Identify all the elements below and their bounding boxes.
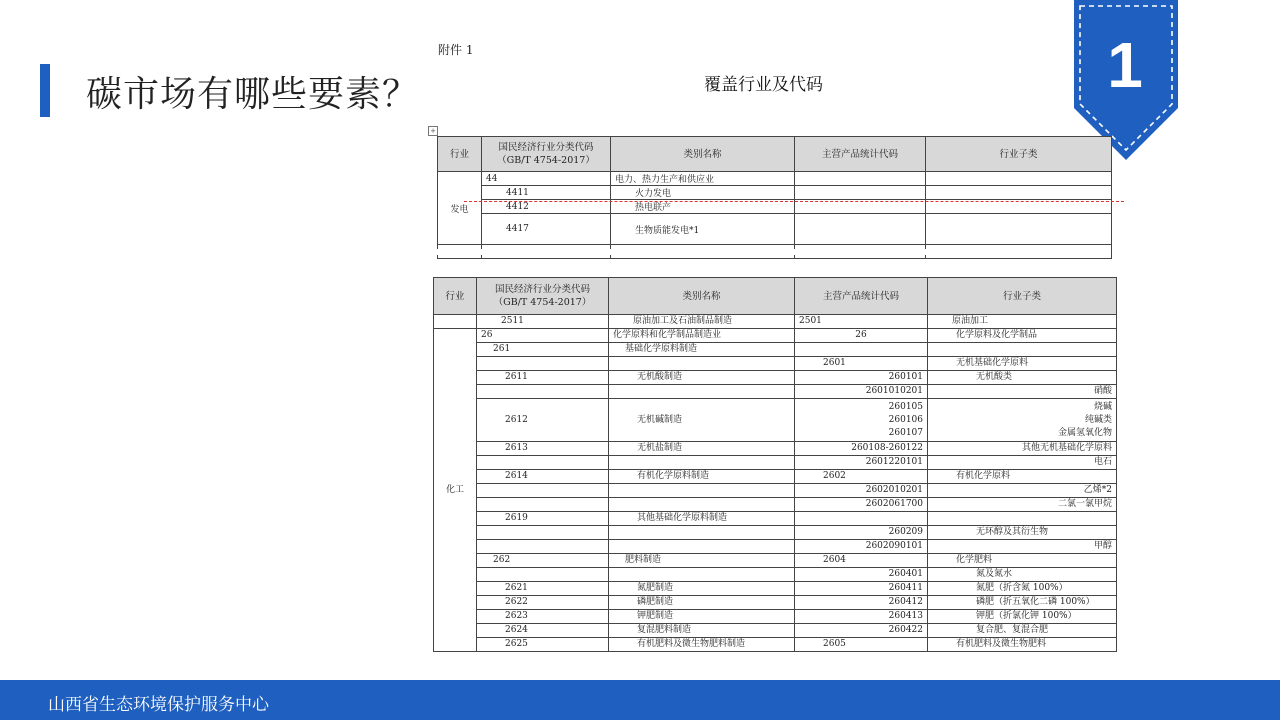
- product-code-cell: 2602090101: [795, 540, 928, 554]
- code-cell: 2619: [477, 512, 609, 526]
- subclass-cell: 无环醇及其衍生物: [928, 526, 1117, 540]
- code-cell: [477, 498, 609, 512]
- header-category: 类别名称: [611, 137, 795, 172]
- subclass-cell: 磷肥（折五氧化二磷 100%）: [928, 596, 1117, 610]
- category-cell: [609, 540, 795, 554]
- industry-table-chemical: [433, 277, 1117, 652]
- table-row: [438, 186, 1112, 200]
- category-cell: 电力、热力生产和供应业: [611, 172, 795, 186]
- category-cell: 热电联产: [611, 200, 795, 214]
- table-row: [434, 624, 1117, 638]
- table-row: [434, 540, 1117, 554]
- header-industry: 行业: [438, 137, 482, 172]
- category-cell: [609, 357, 795, 371]
- subclass-cell: 有机肥料及微生物肥料: [928, 638, 1117, 652]
- subclass-cell: [928, 343, 1117, 357]
- code-cell: 261: [477, 343, 609, 357]
- code-cell: 2611: [477, 371, 609, 385]
- category-cell: 磷肥制造: [609, 596, 795, 610]
- product-code-cell: 260413: [795, 610, 928, 624]
- code-cell: [477, 456, 609, 470]
- subclass-cell: 钾肥（折氯化钾 100%）: [928, 610, 1117, 624]
- product-code-cell: 260105 260106 260107: [795, 399, 928, 442]
- code-cell: 4411: [482, 186, 611, 200]
- product-code-cell: 260108-260122: [795, 442, 928, 456]
- industry-cell: 发电: [438, 172, 482, 245]
- header-product-code: 主营产品统计代码: [795, 137, 926, 172]
- product-code-cell: [795, 172, 926, 186]
- header-code: 国民经济行业分类代码 （GB/T 4754-2017）: [477, 278, 609, 315]
- table-row: [434, 470, 1117, 484]
- table-row: [434, 399, 1117, 442]
- product-code-cell: 260422: [795, 624, 928, 638]
- industry-cell: [434, 315, 477, 329]
- table-row: [438, 214, 1112, 245]
- category-cell: 无机碱制造: [609, 399, 795, 442]
- page-break-line: [464, 201, 1124, 202]
- code-cell: [477, 526, 609, 540]
- product-code-cell: 2602010201: [795, 484, 928, 498]
- code-cell: 4417: [482, 214, 611, 245]
- category-cell: 基础化学原料制造: [609, 343, 795, 357]
- category-cell: [609, 385, 795, 399]
- code-cell: [477, 568, 609, 582]
- subclass-cell: [926, 172, 1112, 186]
- product-code-cell: [795, 186, 926, 200]
- subclass-cell: 化学原料及化学制品: [928, 329, 1117, 343]
- table-row: [434, 329, 1117, 343]
- product-code-cell: [795, 512, 928, 526]
- category-cell: 复混肥料制造: [609, 624, 795, 638]
- product-code-cell: 2601: [795, 357, 928, 371]
- table-row: [434, 442, 1117, 456]
- table-row: [434, 315, 1117, 329]
- code-cell: 2623: [477, 610, 609, 624]
- header-code: 国民经济行业分类代码 （GB/T 4754-2017）: [482, 137, 611, 172]
- table-row: [434, 484, 1117, 498]
- header-industry: 行业: [434, 278, 477, 315]
- code-cell: 2624: [477, 624, 609, 638]
- product-code-cell: 260412: [795, 596, 928, 610]
- code-cell: 262: [477, 554, 609, 568]
- subclass-cell: 其他无机基础化学原料: [928, 442, 1117, 456]
- subclass-cell: 甲醇: [928, 540, 1117, 554]
- product-code-cell: [795, 343, 928, 357]
- annex-label: 附件 1: [438, 43, 474, 57]
- code-cell: 2612: [477, 399, 609, 442]
- table-row: [434, 582, 1117, 596]
- product-code-cell: 26: [795, 329, 928, 343]
- product-code-cell: 2601010201: [795, 385, 928, 399]
- category-cell: 化学原料和化学制品制造业: [609, 329, 795, 343]
- code-cell: 2625: [477, 638, 609, 652]
- category-cell: 肥料制造: [609, 554, 795, 568]
- table-row: [434, 357, 1117, 371]
- table-row: [434, 512, 1117, 526]
- table-cut-mask: [437, 249, 1111, 255]
- category-cell: [609, 526, 795, 540]
- table-row: [434, 638, 1117, 652]
- category-cell: 氮肥制造: [609, 582, 795, 596]
- category-cell: 生物质能发电*1: [611, 214, 795, 245]
- subclass-cell: [926, 214, 1112, 245]
- category-cell: [609, 456, 795, 470]
- code-cell: [477, 484, 609, 498]
- product-code-cell: 2501: [795, 315, 928, 329]
- code-cell: 2614: [477, 470, 609, 484]
- code-cell: 44: [482, 172, 611, 186]
- table-row: [434, 596, 1117, 610]
- product-code-cell: 260411: [795, 582, 928, 596]
- table-row: [434, 343, 1117, 357]
- table-row: [434, 456, 1117, 470]
- code-cell: 2613: [477, 442, 609, 456]
- table-row: [434, 371, 1117, 385]
- industry-table-power: [437, 136, 1112, 259]
- header-subclass: 行业子类: [928, 278, 1117, 315]
- table-move-handle-icon[interactable]: +: [428, 126, 438, 136]
- subclass-cell: 氮及氮水: [928, 568, 1117, 582]
- code-cell: 2622: [477, 596, 609, 610]
- product-code-cell: 260101: [795, 371, 928, 385]
- subclass-cell: 有机化学原料: [928, 470, 1117, 484]
- footer-organization: 山西省生态环境保护服务中心: [48, 695, 269, 715]
- category-cell: [609, 568, 795, 582]
- header-category: 类别名称: [609, 278, 795, 315]
- code-cell: 2511: [477, 315, 609, 329]
- code-cell: 26: [477, 329, 609, 343]
- table-row: [434, 610, 1117, 624]
- product-code-cell: 260401: [795, 568, 928, 582]
- code-cell: 2621: [477, 582, 609, 596]
- category-cell: 无机酸制造: [609, 371, 795, 385]
- industry-cell: 化工: [434, 329, 477, 652]
- subclass-cell: 电石: [928, 456, 1117, 470]
- subclass-cell: 复合肥、复混合肥: [928, 624, 1117, 638]
- category-cell: 其他基础化学原料制造: [609, 512, 795, 526]
- table-row: [438, 172, 1112, 186]
- subclass-cell: [926, 186, 1112, 200]
- subclass-cell: 无机酸类: [928, 371, 1117, 385]
- product-code-cell: 2602061700: [795, 498, 928, 512]
- subclass-cell: 原油加工: [928, 315, 1117, 329]
- category-cell: 有机化学原料制造: [609, 470, 795, 484]
- subclass-cell: 氮肥（折含氮 100%）: [928, 582, 1117, 596]
- code-cell: 4412: [482, 200, 611, 214]
- product-code-cell: [795, 214, 926, 245]
- document-title: 覆盖行业及代码: [704, 75, 823, 95]
- product-code-cell: 2605: [795, 638, 928, 652]
- subclass-cell: 二氯一氯甲烷: [928, 498, 1117, 512]
- badge-number: 1: [1107, 29, 1143, 101]
- category-cell: 原油加工及石油制品制造: [609, 315, 795, 329]
- category-cell: 火力发电: [611, 186, 795, 200]
- subclass-cell: 烧碱 纯碱类 金属氢氧化物: [928, 399, 1117, 442]
- table-header-row: [434, 278, 1117, 315]
- subclass-cell: [928, 512, 1117, 526]
- table-row: [434, 385, 1117, 399]
- slide-title: 碳市场有哪些要素？: [86, 74, 420, 115]
- subclass-cell: 无机基础化学原料: [928, 357, 1117, 371]
- subclass-cell: 硝酸: [928, 385, 1117, 399]
- subclass-cell: 化学肥料: [928, 554, 1117, 568]
- title-accent-bar: [40, 64, 50, 117]
- category-cell: 钾肥制造: [609, 610, 795, 624]
- product-code-cell: 2602: [795, 470, 928, 484]
- table-header-row: [438, 137, 1112, 172]
- category-cell: [609, 484, 795, 498]
- code-cell: [477, 540, 609, 554]
- category-cell: [609, 498, 795, 512]
- code-cell: [477, 385, 609, 399]
- header-subclass: 行业子类: [926, 137, 1112, 172]
- category-cell: 无机盐制造: [609, 442, 795, 456]
- table-row: [434, 554, 1117, 568]
- table-row: [434, 526, 1117, 540]
- product-code-cell: 2604: [795, 554, 928, 568]
- table-row: [434, 498, 1117, 512]
- table-row: [434, 568, 1117, 582]
- category-cell: 有机肥料及微生物肥料制造: [609, 638, 795, 652]
- product-code-cell: 260209: [795, 526, 928, 540]
- product-code-cell: 2601220101: [795, 456, 928, 470]
- code-cell: [477, 357, 609, 371]
- subclass-cell: 乙烯*2: [928, 484, 1117, 498]
- header-product-code: 主营产品统计代码: [795, 278, 928, 315]
